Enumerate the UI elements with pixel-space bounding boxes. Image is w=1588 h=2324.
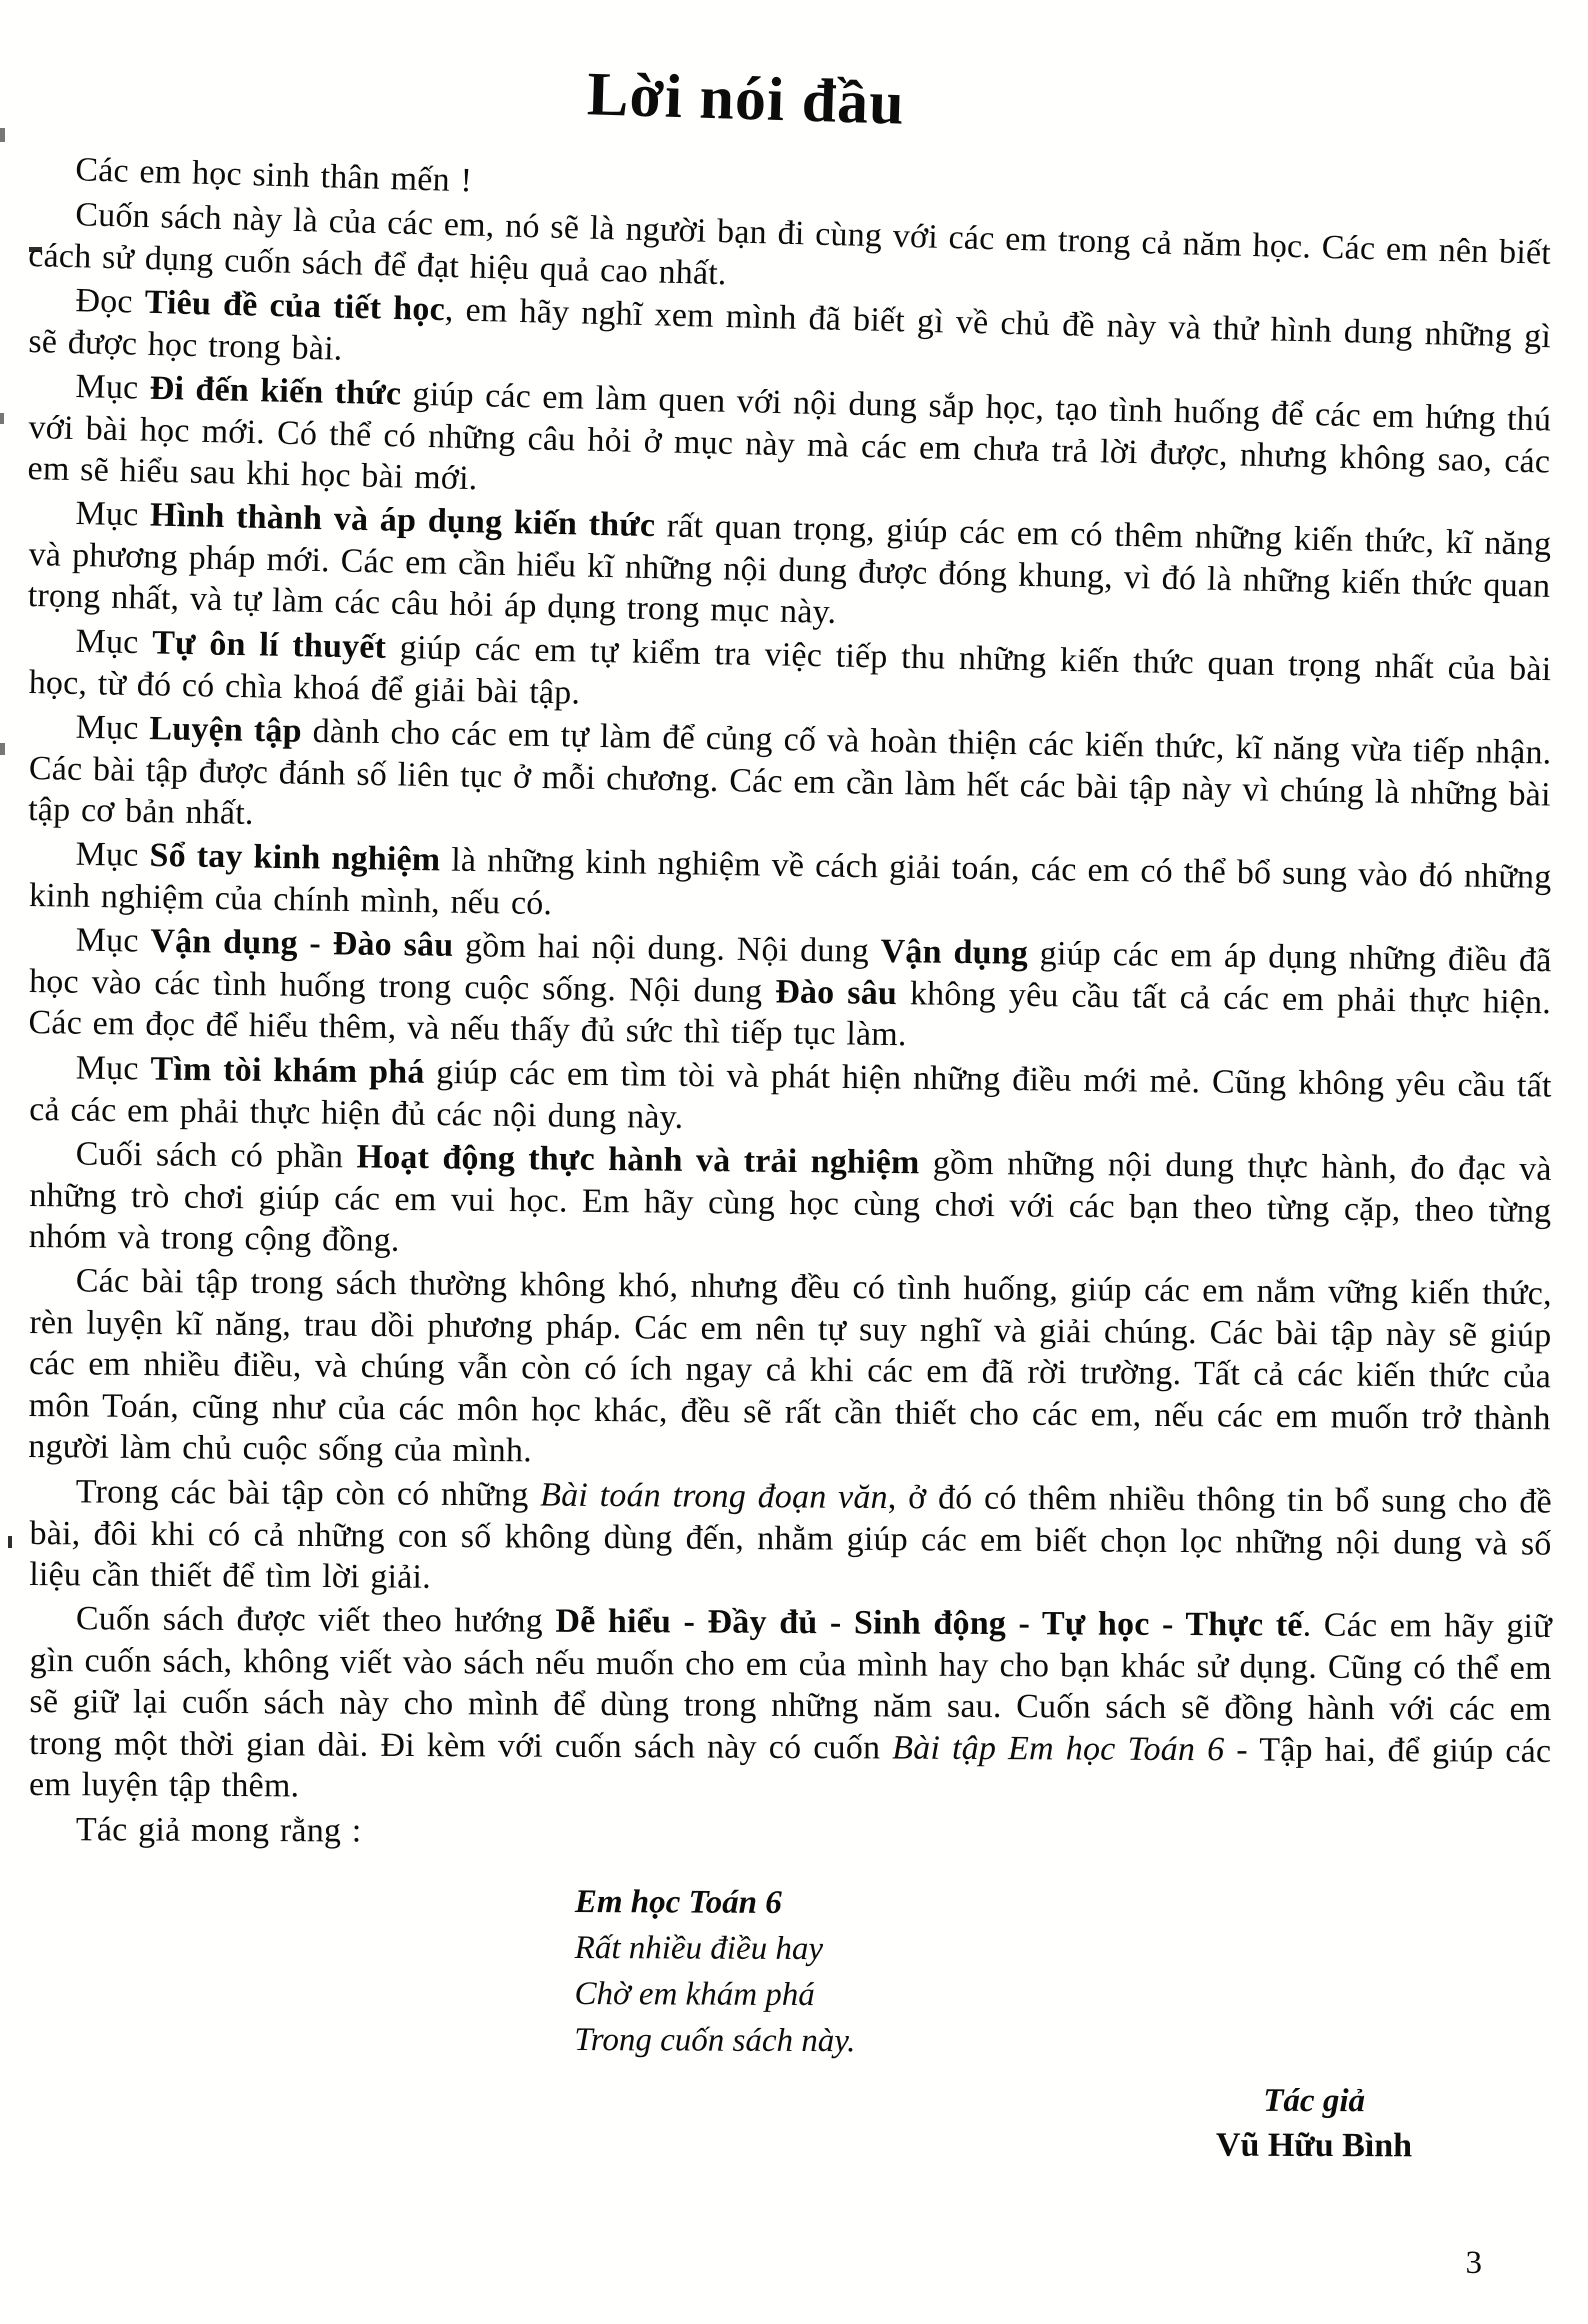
text-run: Mục xyxy=(75,921,151,960)
text-run: gồm những nội dung thực hành, đo đạc và những trò chơi giúp các em vui học. Em hãy cùng học cùng chơi với các bạn theo từng cặp, theo từng nhóm và trong cộng đồng. xyxy=(28,1143,1552,1259)
text-run: là những kinh nghiệm về cách giải toán, các em có thể bổ sung vào đó những kinh nghiệm của chính mình, nếu có. xyxy=(28,841,1552,922)
author-role: Tác giả xyxy=(1263,2082,1365,2120)
poem-line: Chờ em khám phá xyxy=(574,1975,815,2014)
text-run: - Tập hai, để giúp các em luyện tập thêm. xyxy=(28,1730,1552,1805)
text-run: , em hãy nghĩ xem mình đã biết gì về chủ đề này và thử hình dung những gì sẽ được học trong bài. xyxy=(28,290,1552,367)
scan-speck xyxy=(0,413,4,424)
text-run: . Các em hãy giữ gìn cuốn sách, không viết vào sách nếu muốn cho em của mình hay cho bạn khác sử dụng. Cũng có thể em sẽ giữ lại cuốn sách này cho mình để dùng trong những năm sau. Cuốn sách sẽ đồng hành với các em trong một thời gian dài. Đi kèm với cuốn sách này có cuốn xyxy=(29,1606,1552,1767)
scan-speck xyxy=(8,1536,12,1548)
text-run: Hoạt động thực hành và trải nghiệm xyxy=(356,1137,920,1181)
text-run: Vận dụng xyxy=(880,932,1029,972)
text-run: giúp các em áp dụng những điều đã học vào các tình huống trong cuộc sống. Nội dung xyxy=(28,934,1552,1010)
text-run: Tìm tòi khám phá xyxy=(150,1049,425,1091)
text-run: Đi đến kiến thức xyxy=(149,369,402,412)
paragraph xyxy=(30,1809,1552,1857)
text-run: Đọc xyxy=(75,281,146,321)
text-run: giúp các em tự kiểm tra việc tiếp thu những kiến thức quan trọng nhất của bài học, từ đó có chìa khoá để giải bài tập. xyxy=(28,628,1552,711)
paragraph xyxy=(28,919,1552,1065)
text-run: Cuối sách có phần xyxy=(75,1134,357,1175)
text-run: Vận dụng - Đào sâu xyxy=(150,922,454,964)
paragraph xyxy=(29,1047,1552,1149)
text-run: Mục xyxy=(75,622,153,661)
poem-line: Em học Toán 6 xyxy=(574,1884,782,1921)
text-run: Mục xyxy=(75,1049,151,1087)
poem xyxy=(574,1880,1552,2067)
text-run: Đào sâu xyxy=(774,972,898,1012)
scan-speck xyxy=(0,743,5,755)
text-run: gồm hai nội dung. Nội dung xyxy=(453,926,881,970)
text-run: Sổ tay kinh nghiệm xyxy=(149,836,441,879)
text-run: Mục xyxy=(75,367,151,407)
paragraph xyxy=(29,1471,1552,1606)
paragraph xyxy=(29,1598,1552,1813)
text-run: Mục xyxy=(75,835,150,874)
text-run: Trong các bài tập còn có những xyxy=(75,1472,541,1514)
text-run: , ở đó có thêm nhiều thông tin bổ sung cho đề bài, đôi khi có cả những con số không dùng đến, nhằm giúp các em biết chọn lọc những nội dung và số liệu cần thiết để tìm lời giải. xyxy=(29,1478,1552,1596)
text-run: rất quan trọng, giúp các em có thêm những kiến thức, kĩ năng và phương pháp mới. Các em cần hiểu kĩ những nội dung được đóng khung, vì đó là những kiến thức quan trọng nhất, và tự làm các câu hỏi áp dụng trong mục này. xyxy=(27,507,1552,631)
text-run: Bài toán trong đoạn văn xyxy=(540,1476,888,1516)
text-run: giúp các em tìm tòi và phát hiện những điều mới mẻ. Cũng không yêu cầu tất cả các em phải thực hiện đủ các nội dung này. xyxy=(29,1053,1552,1135)
signature-block xyxy=(1216,2079,1412,2170)
text-run: Bài tập Em học Toán 6 xyxy=(892,1729,1225,1768)
text-run: Mục xyxy=(75,494,151,534)
poem-line: Rất nhiều điều hay xyxy=(574,1929,824,1968)
text-run: Cuốn sách này là của các em, nó sẽ là người bạn đi cùng với các em trong cả năm học. Các em nên biết cách sử dụng cuốn sách để đạt hiệu quả cao nhất. xyxy=(27,195,1552,292)
poem-line: Trong cuốn sách này. xyxy=(574,2021,856,2060)
text-run: Tiêu đề của tiết học xyxy=(144,283,446,328)
text-run: giúp các em làm quen với nội dung sắp học, tạo tình huống để các em hứng thú với bài học mới. Có thể có những câu hỏi ở mục này mà các em chưa trả lời được, nhưng không sao, các em sẽ hiểu sau khi học bài mới. xyxy=(27,374,1552,497)
text-run: Tự ôn lí thuyết xyxy=(151,623,387,666)
text-run: không yêu cầu tất cả các em phải thực hiện. Các em đọc để hiểu thêm, và nếu thấy đủ sức thì tiếp tục làm. xyxy=(28,974,1552,1054)
paragraph xyxy=(28,706,1552,857)
text-run: Cuốn sách được viết theo hướng xyxy=(75,1600,556,1640)
text-run: Dễ hiểu - Đầy đủ - Sinh động - Tự học - Thực tế xyxy=(555,1602,1303,1644)
paragraph xyxy=(28,1260,1552,1481)
text-run: dành cho các em tự làm để củng cố và hoàn thiện các kiến thức, kĩ năng vừa tiếp nhận. Các bài tập được đánh số liên tục ở mỗi chương. Các em cần làm hết các bài tập này vì chúng là những bài tập cơ bản nhất. xyxy=(27,712,1552,832)
text-run: Luyện tập xyxy=(149,709,303,750)
body-text xyxy=(27,148,1552,1850)
text-run: Các bài tập trong sách thường không khó, nhưng đều có tình huống, giúp các em nắm vững kiến thức, rèn luyện kĩ năng, trau dồi phương pháp. Các em nên tự suy nghĩ và giải chúng. Các bài tập này sẽ giúp các em nhiều điều, và chúng vẫn còn có ích ngay cả khi các em đã rời trường. Tất cả các kiến thức của môn Toán, cũng như của các môn học khác, đều sẽ rất cần thiết cho các em, nếu các em muốn trở thành người làm chủ cuộc sống của mình. xyxy=(28,1262,1552,1470)
author-name: Vũ Hữu Bình xyxy=(1215,2126,1412,2165)
text-run: Mục xyxy=(75,708,150,747)
page-number: 3 xyxy=(1465,2245,1482,2281)
scan-speck xyxy=(0,128,5,142)
page-title: Lời nói đầu xyxy=(586,60,906,138)
text-run: Tác giả mong rằng : xyxy=(75,1810,362,1849)
text-run: Hình thành và áp dụng kiến thức xyxy=(149,496,656,545)
text-run: Các em học sinh thân mến ! xyxy=(74,151,473,200)
paragraph xyxy=(29,1133,1552,1273)
